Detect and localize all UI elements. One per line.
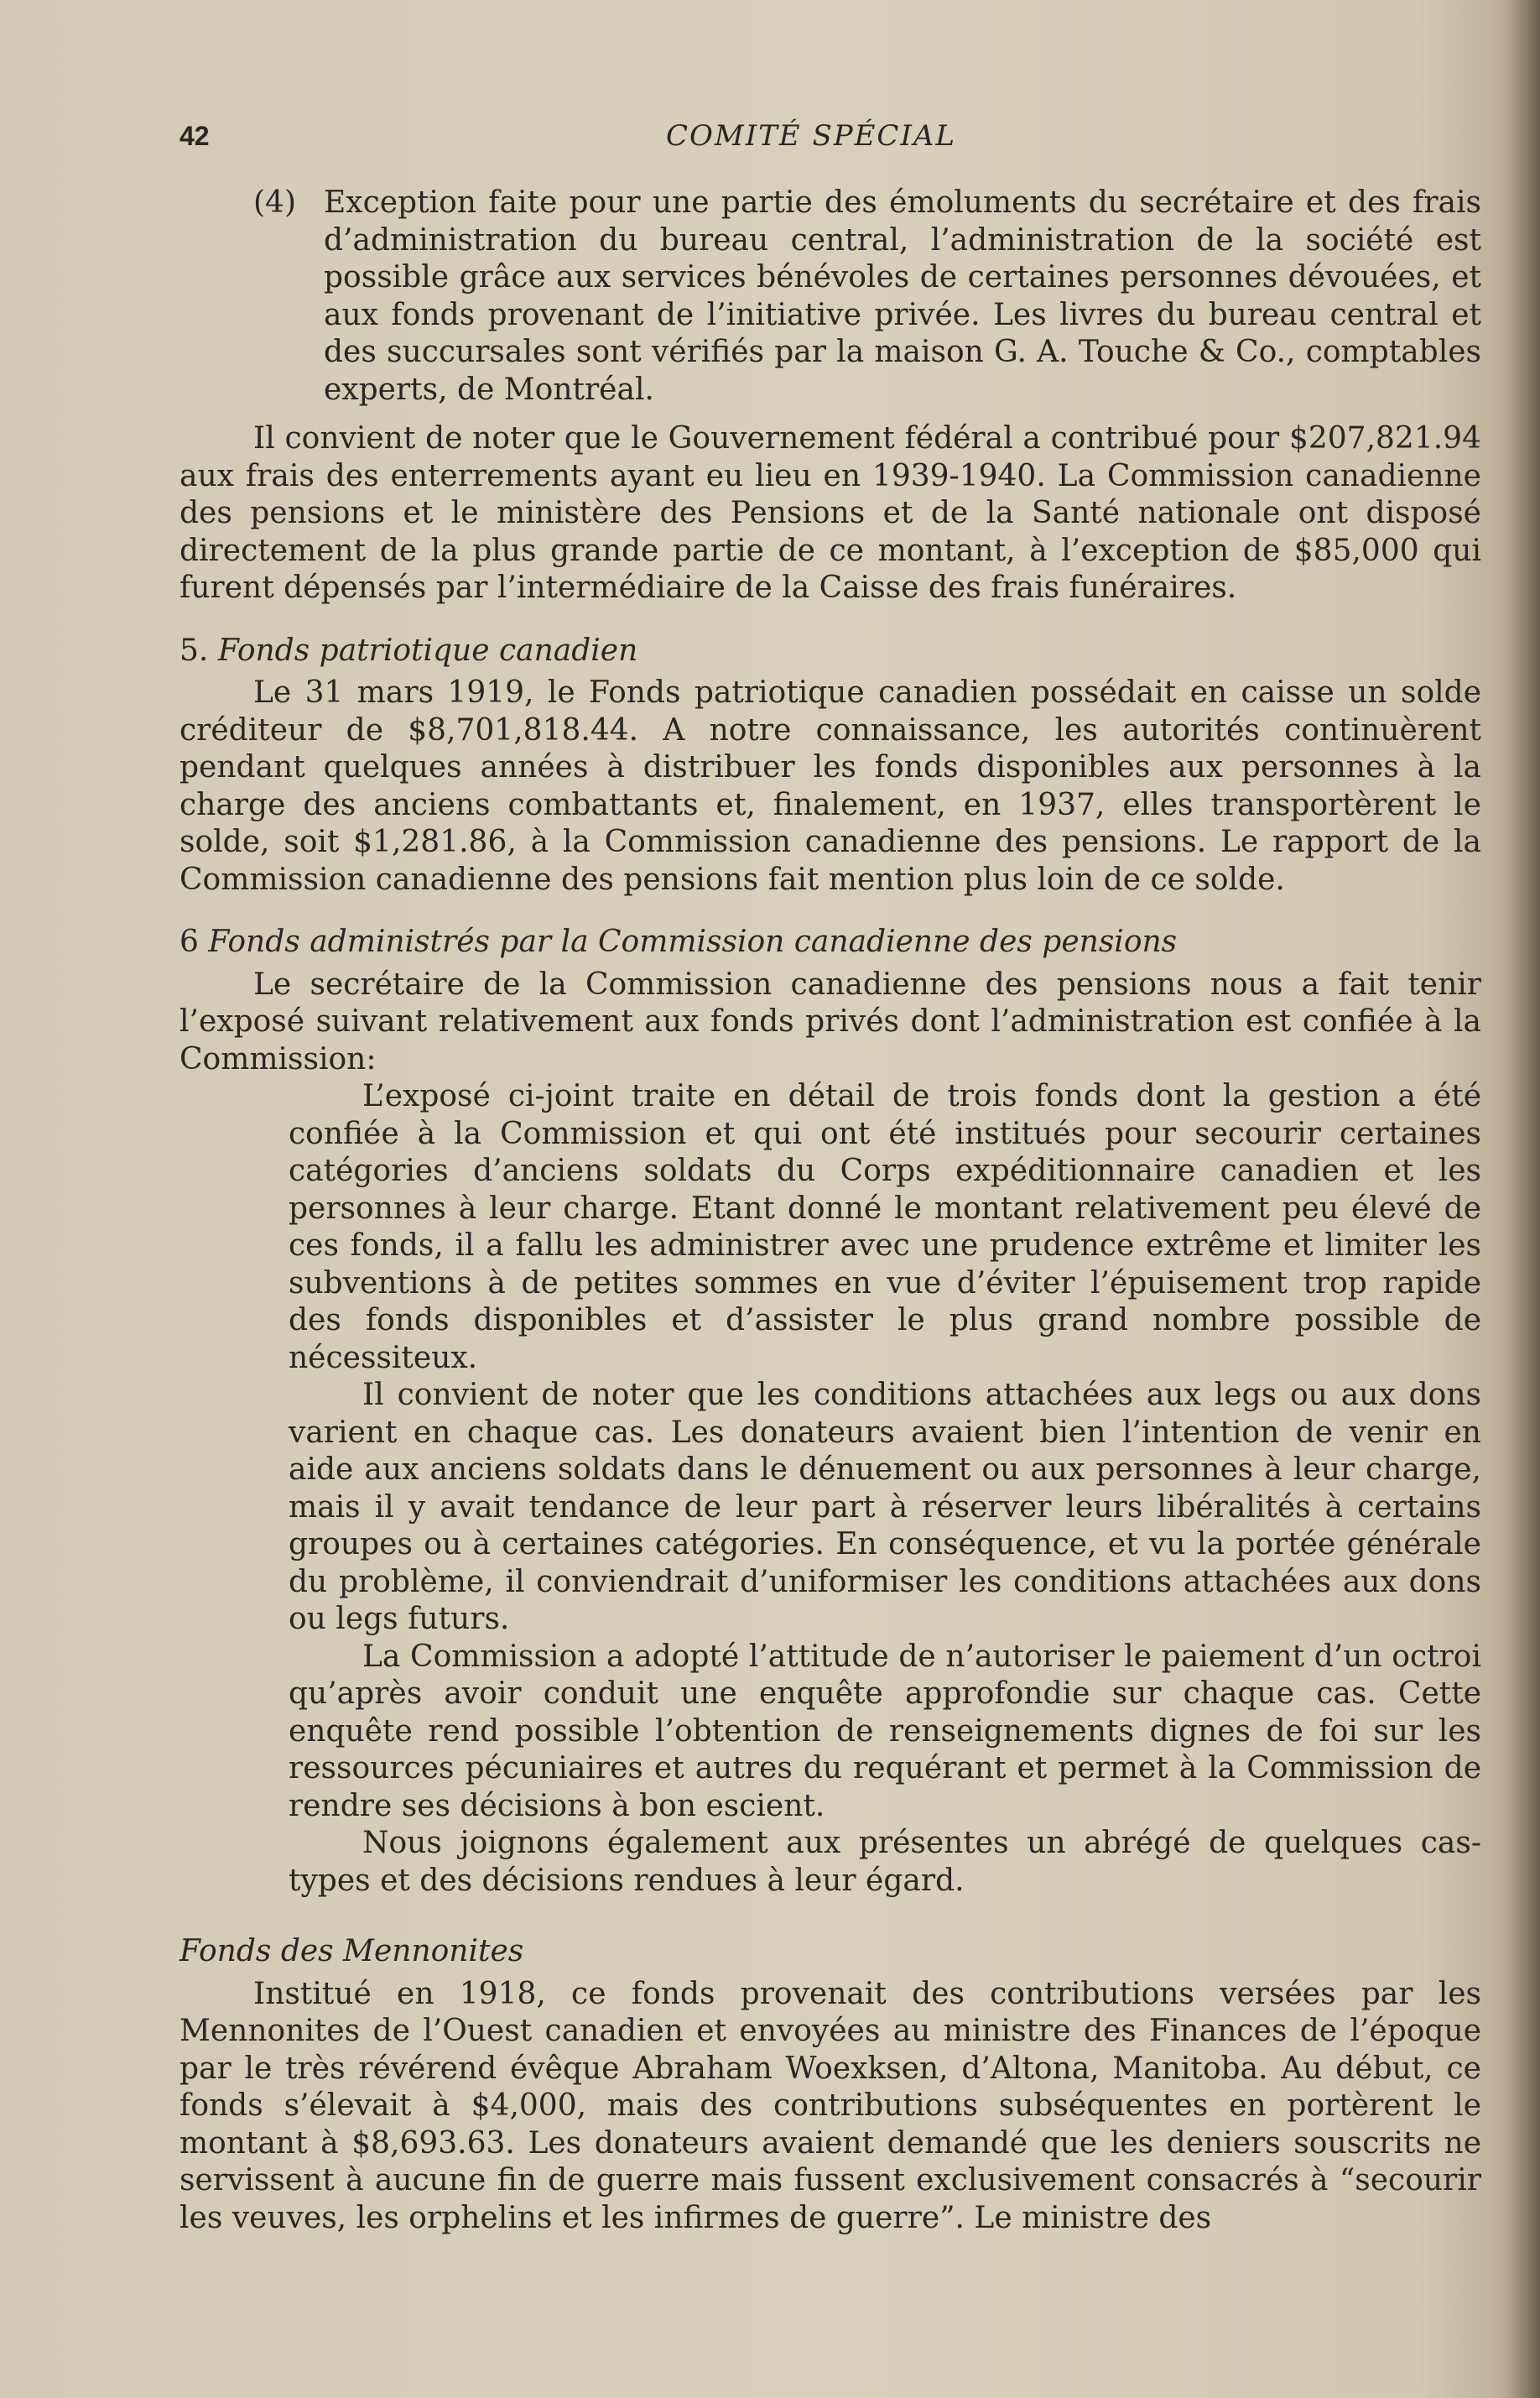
item-text: Exception faite pour une partie des émoluments du secrétaire et des frais d’administration du bureau central, l’administration de la société est possible grâce aux services bénévoles de certaines personnes dévouées, et aux fonds provenant de l’initiative privée. Les livres du bureau central et des succursales sont vérifiés par la maison G. A. Touche & Co., comptables experts, de Montréal. [324,185,1481,407]
quote-paragraph: L’exposé ci-joint traite en détail de trois fonds dont la gestion a été confiée à la Commission et qui ont été institués pour secourir certaines catégories d’anciens soldats du Corps expéditionnaire canadien et les personnes à leur charge. Etant donné le montant relativement peu élevé de ces fonds, il a fallu les administrer avec une prudence extrême et limiter les subventions à de petites sommes en vue d’éviter l’épuisement trop rapide des fonds disponibles et d’assister le plus grand nombre possible de nécessiteux. [289,1079,1481,1375]
paragraph-gouvernement: Il convient de noter que le Gouvernement fédéral a contribué pour $207,821.94 aux frais des enterrements ayant eu lieu en 1939-1940. La Commission canadienne des pensions et le ministère des Pensions et de la Santé nationale ont disposé directement de la plus grande partie de ce montant, à l’exception de $85,000 qui furent dépensés par l’intermédiaire de la Caisse des frais funéraires. [179,421,1481,605]
quote-paragraph: La Commission a adopté l’attitude de n’autoriser le paiement d’un octroi qu’après avoir conduit une enquête approfondie sur chaque cas. Cette enquête rend possible l’obtention de renseignements dignes de foi sur les ressources pécuniaires et autres du requérant et permet à la Commission de rendre ses décisions à bon escient. [289,1639,1481,1823]
paragraph-fonds-patriotique: Le 31 mars 1919, le Fonds patriotique canadien possédait en caisse un solde créditeur de $8,701,818.44. A notre connaissance, les autorités continuèrent pendant quelques années à distribuer les fonds disponibles aux personnes à la charge des anciens combattants et, finalement, en 1937, elles transportèrent le solde, soit $1,281.86, à la Commission canadienne des pensions. Le rapport de la Commission canadienne des pensions fait mention plus loin de ce solde. [179,675,1481,897]
section-heading-6: 6 Fonds administrés par la Commission canadienne des pensions [179,925,1178,959]
page-number: 42 [179,121,210,151]
list-item-4 [179,185,1481,409]
quote-paragraph: Il convient de noter que les conditions attachées aux legs ou aux dons varient en chaque cas. Les donateurs avaient bien l’intention de venir en aide aux anciens soldats dans le dénuement ou aux personnes à leur charge, mais il y avait tendance de leur part à réserver leurs libéralités à certains groupes ou à certaines catégories. En conséquence, et vu la portée générale du problème, il conviendrait d’uniformiser les conditions attachées aux dons ou legs futurs. [289,1378,1481,1636]
running-title: COMITÉ SPÉCIAL [666,119,957,153]
page-content [179,117,1481,2237]
paragraph-mennonites: Institué en 1918, ce fonds provenait des contributions versées par les Mennonites de l’Ouest canadien et envoyées au ministre des Finances de l’époque par le très révérend évêque Abraham Woexksen, d’Altona, Manitoba. Au début, ce fonds s’élevait à $4,000, mais des contributions subséquentes en portèrent le montant à $8,693.63. Les donateurs avaient demandé que les deniers souscrits ne servissent à aucune fin de guerre mais fussent exclusivement consacrés à “secourir les veuves, les orphelins et les infirmes de guerre”. Le ministre des [179,1976,1481,2235]
paragraph-secretaire: Le secrétaire de la Commission canadienne des pensions nous a fait tenir l’exposé suivant relativement aux fonds privés dont l’administration est confiée à la Commission: [179,967,1481,1076]
page-edge-shadow [1506,0,1540,2398]
sub-heading-mennonites: Fonds des Mennonites [179,1934,524,1968]
section-heading-5: 5. Fonds patriotique canadien [179,633,638,668]
quoted-statement [289,1078,1481,1900]
quote-paragraph: Nous joignons également aux présentes un abrégé de quelques cas-types et des décisions rendues à leur égard. [289,1826,1481,1898]
running-head [179,117,1481,168]
item-number: (4) [253,185,296,220]
